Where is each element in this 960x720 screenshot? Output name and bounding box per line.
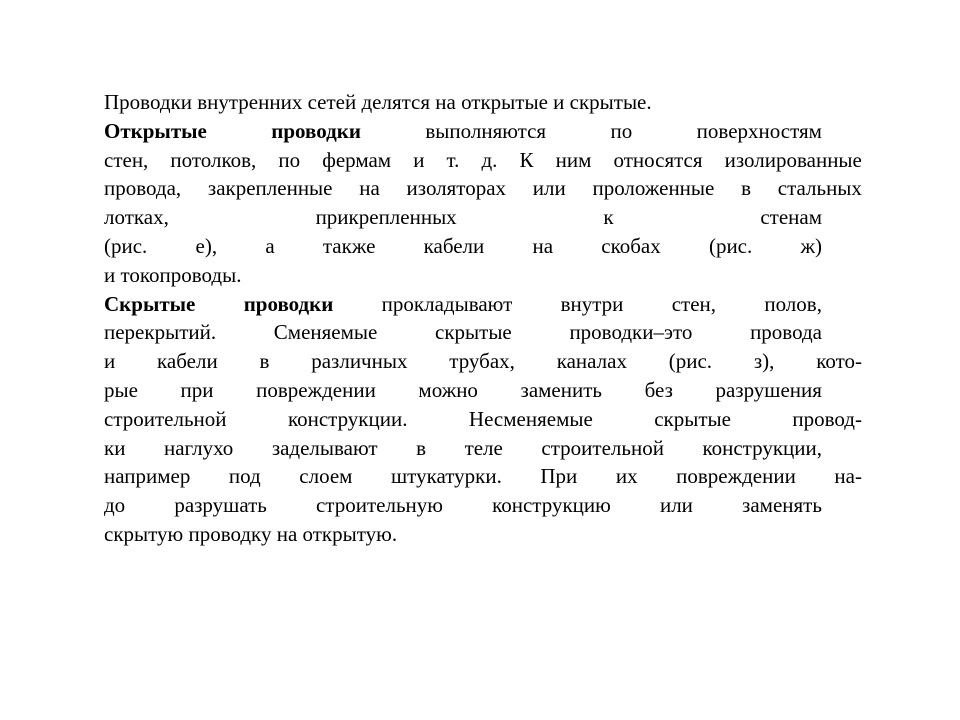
- text-line: [104, 520, 862, 549]
- text-line: [104, 146, 862, 175]
- word: или: [532, 176, 566, 201]
- word: кабели: [157, 349, 218, 374]
- word: в: [741, 176, 752, 201]
- word: кото-: [816, 349, 862, 374]
- word: (рис.: [708, 233, 753, 258]
- word: е),: [195, 233, 218, 258]
- word: закрепленные: [207, 176, 333, 201]
- word: стальных: [777, 176, 862, 201]
- bold-term: проводки: [271, 118, 361, 143]
- bold-term: Скрытые: [104, 291, 196, 316]
- word: При: [540, 464, 578, 489]
- text-line: [104, 434, 862, 463]
- word: д.: [481, 147, 498, 172]
- word: фермам: [322, 147, 392, 172]
- word: заделывают: [271, 435, 378, 460]
- word: строительной: [104, 406, 227, 431]
- word: ж): [800, 233, 822, 258]
- word: наглухо: [163, 435, 234, 460]
- text-line: [104, 174, 862, 203]
- word: до: [104, 493, 126, 518]
- text-line: [104, 88, 862, 117]
- word: провода: [750, 320, 822, 345]
- word: или: [659, 493, 693, 518]
- text-line: [104, 261, 862, 290]
- bold-term: Открытые: [104, 118, 207, 143]
- word: без: [644, 377, 673, 402]
- text-line: [104, 290, 862, 319]
- word: заменить: [520, 377, 602, 402]
- body-text: [104, 88, 862, 549]
- word: по: [278, 147, 301, 172]
- text-line: [104, 232, 862, 261]
- word: (рис.: [104, 233, 148, 258]
- text-line: [104, 491, 862, 520]
- word: скрытые: [435, 320, 512, 345]
- word: з),: [753, 349, 775, 374]
- word: прикрепленных: [315, 205, 457, 230]
- word: разрушения: [715, 377, 822, 402]
- word: можно: [418, 377, 478, 402]
- word: при: [180, 377, 214, 402]
- word: проложенные: [592, 176, 715, 201]
- word: а: [265, 233, 275, 258]
- word: Несменяемые: [468, 406, 593, 431]
- word: и токопроводы.: [104, 262, 242, 287]
- text-line: [104, 347, 862, 376]
- word: лотках,: [104, 205, 169, 230]
- word: конструкции.: [287, 406, 408, 431]
- word: их: [615, 464, 638, 489]
- bold-term: проводки: [243, 291, 334, 316]
- word: полов,: [764, 291, 822, 316]
- word: провода,: [104, 176, 182, 201]
- word: ки: [104, 435, 126, 460]
- word: К: [519, 147, 534, 172]
- word: на: [359, 176, 380, 201]
- word: скобах: [601, 233, 661, 258]
- word: конструкции,: [702, 435, 822, 460]
- text-line: [104, 318, 862, 347]
- word: поверхностям: [696, 118, 822, 143]
- word: конструкцию: [492, 493, 611, 518]
- word: кабели: [423, 233, 485, 258]
- word: и: [104, 349, 116, 374]
- word: внутри: [560, 291, 624, 316]
- word: стен,: [671, 291, 717, 316]
- word: Проводки внутренних сетей делятся на открытые и скрытые.: [104, 90, 652, 114]
- text-line: [104, 117, 862, 146]
- word: к: [603, 205, 614, 230]
- word: строительную: [315, 493, 443, 518]
- word: повреждении: [256, 377, 376, 402]
- word: каналах: [556, 349, 627, 374]
- word: также: [322, 233, 376, 258]
- word: прокладывают: [381, 291, 513, 316]
- word: стен,: [104, 147, 149, 172]
- word: в: [416, 435, 427, 460]
- word: потолков,: [170, 147, 257, 172]
- word: (рис.: [668, 349, 713, 374]
- word: проводки–это: [569, 320, 693, 345]
- word: строительной: [541, 435, 664, 460]
- word: на: [532, 233, 554, 258]
- word: относятся: [613, 147, 703, 172]
- word: повреждении: [676, 464, 796, 489]
- word: скрытые: [654, 406, 731, 431]
- word: заменять: [742, 493, 822, 518]
- word: трубах,: [449, 349, 515, 374]
- text-line: [104, 376, 862, 405]
- text-line: [104, 405, 862, 434]
- text-line: [104, 462, 862, 491]
- word: скрытую проводку на открытую.: [104, 521, 398, 546]
- word: выполняются: [425, 118, 547, 143]
- word: стенам: [760, 205, 822, 230]
- word: изоляторах: [406, 176, 507, 201]
- word: рые: [104, 377, 138, 402]
- word: и: [413, 147, 425, 172]
- word: Сменяемые: [273, 320, 378, 345]
- word: под: [228, 464, 261, 489]
- word: на-: [834, 464, 862, 489]
- text-line: [104, 203, 862, 232]
- word: провод-: [792, 406, 862, 431]
- word: разрушать: [174, 493, 267, 518]
- word: изолированные: [724, 147, 862, 172]
- word: различных: [311, 349, 408, 374]
- word: слоем: [299, 464, 353, 489]
- word: теле: [464, 435, 503, 460]
- word: т.: [446, 147, 460, 172]
- word: по: [610, 118, 633, 143]
- word: штукатурки.: [391, 464, 502, 489]
- word: в: [259, 349, 270, 374]
- word: перекрытий.: [104, 320, 217, 345]
- word: например: [104, 464, 191, 489]
- word: ним: [555, 147, 592, 172]
